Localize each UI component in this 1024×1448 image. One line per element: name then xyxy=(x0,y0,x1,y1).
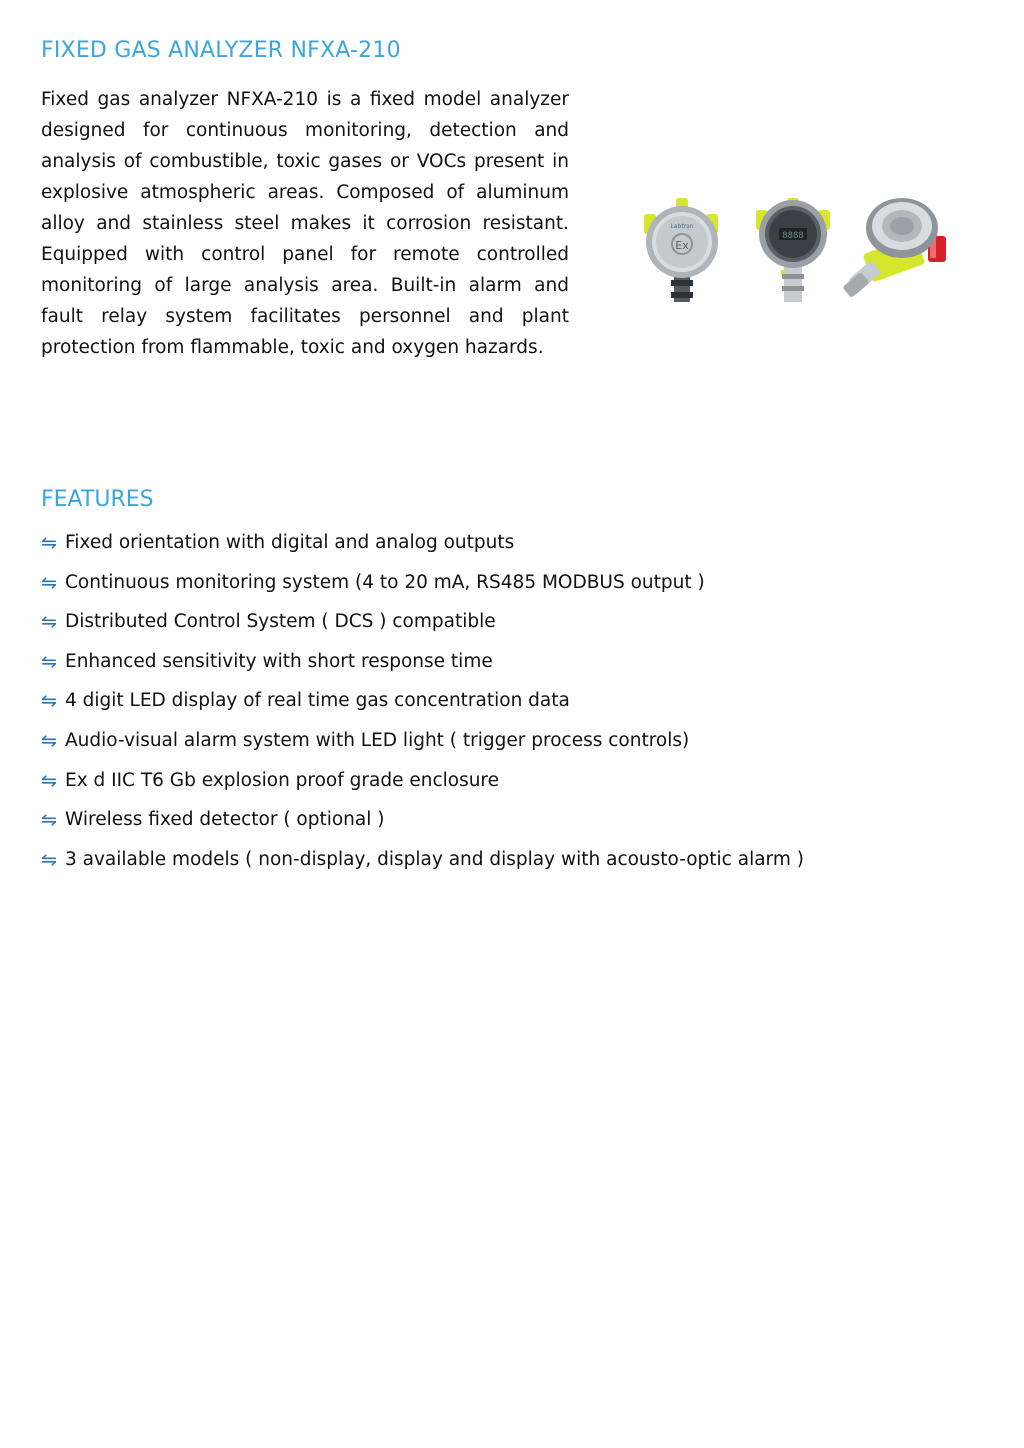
page-title: FIXED GAS ANALYZER NFXA-210 xyxy=(41,38,401,63)
bullet-arrows-icon: ⇋ xyxy=(41,809,57,832)
features-list xyxy=(41,532,804,888)
features-heading: FEATURES xyxy=(41,487,154,512)
feature-item xyxy=(41,730,804,770)
svg-text:8888: 8888 xyxy=(782,231,804,241)
feature-text: Audio-visual alarm system with LED light ( trigger process controls) xyxy=(65,729,690,751)
feature-text: 3 available models ( non-display, display and display with acousto-optic alarm ) xyxy=(65,848,804,870)
gas-detector-display-icon xyxy=(756,198,830,302)
bullet-arrows-icon: ⇋ xyxy=(41,571,57,594)
bullet-arrows-icon: ⇋ xyxy=(41,650,57,673)
feature-text: Fixed orientation with digital and analog outputs xyxy=(65,532,515,553)
feature-text: Continuous monitoring system (4 to 20 mA, RS485 MODBUS output ) xyxy=(65,571,705,593)
feature-text: Wireless fixed detector ( optional ) xyxy=(65,809,385,831)
feature-text: Ex d IIC T6 Gb explosion proof grade enclosure xyxy=(65,769,500,791)
bullet-arrows-icon: ⇋ xyxy=(41,532,57,554)
feature-item xyxy=(41,690,804,730)
feature-item xyxy=(41,809,804,849)
bullet-arrows-icon: ⇋ xyxy=(41,848,57,871)
feature-item xyxy=(41,849,804,889)
bullet-arrows-icon: ⇋ xyxy=(41,769,57,792)
feature-item xyxy=(41,572,804,612)
feature-item xyxy=(41,770,804,810)
feature-item xyxy=(41,611,804,651)
feature-text: Distributed Control System ( DCS ) compatible xyxy=(65,611,496,633)
feature-text: 4 digit LED display of real time gas concentration data xyxy=(65,690,570,712)
logo-text: Labtron xyxy=(670,223,694,230)
bullet-arrows-icon: ⇋ xyxy=(41,611,57,634)
feature-item xyxy=(41,651,804,691)
bullet-arrows-icon: ⇋ xyxy=(41,729,57,752)
feature-text: Enhanced sensitivity with short response time xyxy=(65,650,493,672)
product-image xyxy=(638,192,964,310)
gas-detector-non-display-icon xyxy=(644,198,718,302)
feature-item xyxy=(41,532,804,572)
gas-detector-alarm-icon xyxy=(842,198,946,298)
product-description: Fixed gas analyzer NFXA-210 is a fixed model analyzer designed for continuous monitoring, detection and analysis of combustible, toxic gases or VOCs present in explosive atmospheric areas. Composed of aluminum alloy and stainless steel makes it corrosion resistant. Equipped with control panel for remote controlled monitoring of large analysis area. Built-in alarm and fault relay system facilitates personnel and plant protection from flammable, toxic and oxygen hazards. xyxy=(41,89,569,358)
bullet-arrows-icon: ⇋ xyxy=(41,690,57,713)
ex-badge-text: Ex xyxy=(675,239,689,252)
